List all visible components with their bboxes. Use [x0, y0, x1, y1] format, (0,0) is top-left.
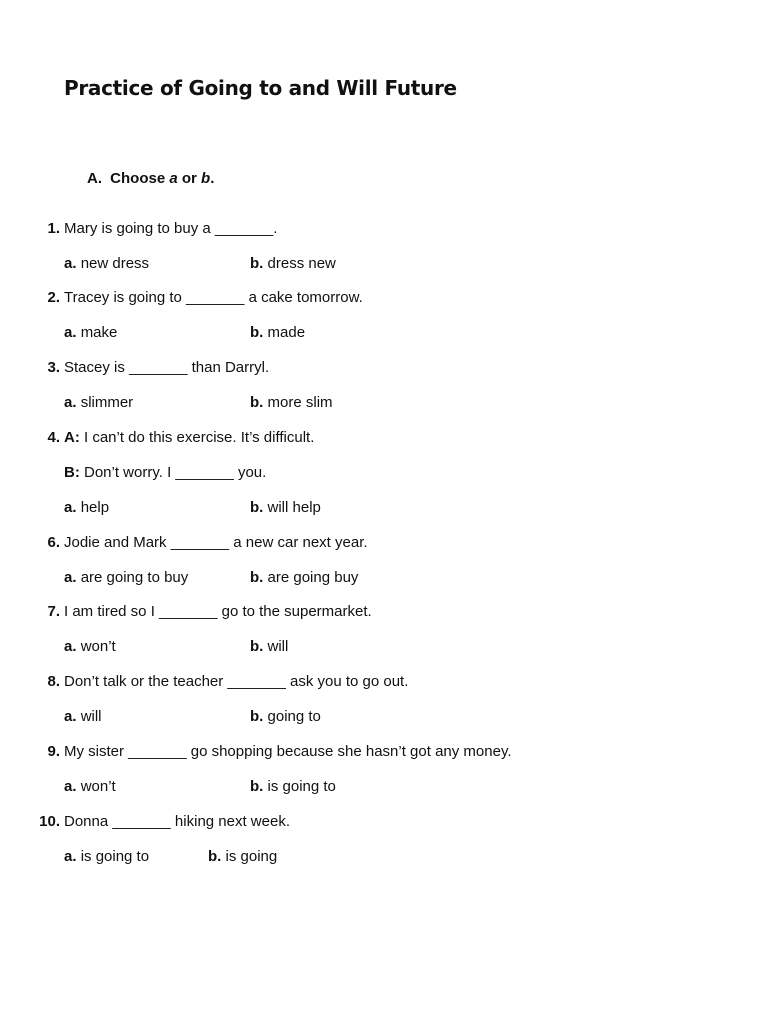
question-text: I am tired so I _______ go to the supermarket.: [64, 603, 372, 620]
option-a-ref: a: [169, 170, 178, 187]
section-letter: A.: [87, 170, 102, 187]
question-number: 8.: [47, 673, 60, 690]
speaker-b-label: B:: [64, 464, 80, 481]
question-6-option-a: a. are going to buy: [64, 569, 189, 586]
question-text: Don’t talk or the teacher _______ ask you to go out.: [64, 673, 409, 690]
question-3-option-b: b. more slim: [250, 394, 333, 411]
question-number: 6.: [47, 534, 60, 551]
question-2-option-b: b. made: [250, 324, 306, 341]
speaker-a-label: A:: [64, 429, 80, 446]
question-number: 4.: [47, 429, 60, 446]
section-instruction: Choose: [110, 170, 170, 187]
question-number: 2.: [47, 289, 60, 306]
question-7-option-a: a. won’t: [64, 638, 116, 655]
question-10-option-a: a. is going to: [64, 848, 150, 865]
question-text: Jodie and Mark _______ a new car next year.: [64, 534, 368, 551]
question-1-option-b: b. dress new: [250, 255, 336, 272]
question-number: 3.: [47, 359, 60, 376]
question-text: Stacey is _______ than Darryl.: [64, 359, 270, 376]
question-text: Donna _______ hiking next week.: [64, 813, 290, 830]
question-text: I can’t do this exercise. It’s difficult.: [84, 429, 315, 446]
question-3-option-a: a. slimmer: [64, 394, 134, 411]
section-or: or: [177, 170, 202, 187]
question-10-option-b: b. is going: [208, 848, 278, 865]
question-text: Mary is going to buy a _______.: [64, 220, 278, 237]
option-b-ref: b: [201, 170, 211, 187]
question-text: Tracey is going to _______ a cake tomorrow.: [64, 289, 363, 306]
section-period: .: [210, 170, 215, 187]
question-8-option-b: b. going to: [250, 708, 321, 725]
question-7-option-b: b. will: [250, 638, 289, 655]
question-6-option-b: b. are going buy: [250, 569, 359, 586]
section-heading: [87, 170, 214, 187]
question-number: 1.: [47, 220, 60, 237]
question-4-reply: [64, 464, 624, 482]
question-number: 9.: [47, 743, 60, 760]
question-4-option-a: a. help: [64, 499, 110, 516]
question-number: 10.: [39, 813, 60, 830]
question-1-option-a: a. new dress: [64, 255, 150, 272]
question-2-option-a: a. make: [64, 324, 118, 341]
question-9-option-a: a. won’t: [64, 778, 116, 795]
question-4-option-b: b. will help: [250, 499, 321, 516]
question-number: 7.: [47, 603, 60, 620]
question-8-option-a: a. will: [64, 708, 102, 725]
question-text: My sister _______ go shopping because she hasn’t got any money.: [64, 743, 512, 760]
question-9-option-b: b. is going to: [250, 778, 336, 795]
page-title: Practice of Going to and Will Future: [64, 76, 457, 100]
question-text-2: Don’t worry. I _______ you.: [84, 464, 267, 481]
